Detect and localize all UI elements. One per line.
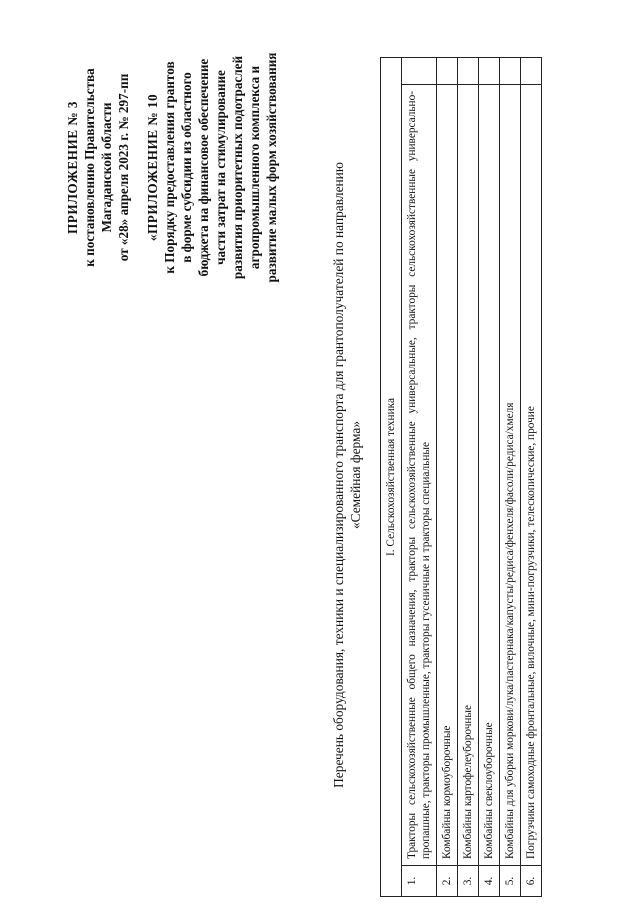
row-extra-cell: [500, 58, 521, 85]
order-line: агропромышленного комплекса и: [247, 65, 262, 270]
order-line: бюджета на финансовое обеспечение: [196, 58, 211, 277]
row-text: Комбайны свеклоуборочные: [479, 85, 500, 866]
order-line: развития приоритетных подотраслей: [230, 55, 245, 280]
appendix-quote-title: «ПРИЛОЖЕНИЕ № 10: [145, 93, 160, 242]
appendix-header: [64, 30, 280, 305]
table-row: [437, 58, 458, 897]
order-line: части затрат на стимулирование: [213, 70, 228, 265]
row-extra-cell: [458, 58, 479, 85]
order-line: к Порядку предоставления грантов: [162, 61, 177, 274]
document-title-line-1: Перечень оборудования, техники и специализированного транспорта для грантополучателей по направлению: [331, 162, 346, 788]
row-text: Погрузчики самоходные фронтальные, вилочные, мини-погрузчики, телескопические, прочие: [521, 85, 542, 866]
table-section-row: [381, 58, 402, 897]
order-line: в форме субсидии из областного: [179, 72, 194, 263]
equipment-table: [380, 57, 542, 897]
row-extra-cell: [521, 58, 542, 85]
table-row: [500, 58, 521, 897]
row-number: 2.: [437, 866, 458, 897]
row-extra-cell: [402, 58, 437, 85]
row-number: 6.: [521, 866, 542, 897]
table-row: [458, 58, 479, 897]
row-text: Комбайны для уборки моркови/лука/пастернака/капусты/редиса/фенхеля/фасоли/редиса/хмеля: [500, 85, 521, 866]
appendix-title: ПРИЛОЖЕНИЕ № 3: [65, 101, 80, 234]
row-text: Комбайны кормоуборочные: [437, 85, 458, 866]
table-row: [479, 58, 500, 897]
row-text: Комбайны картофелеуборочные: [458, 85, 479, 866]
appendix-line-1: к постановлению Правительства: [82, 68, 97, 267]
table-row: [521, 58, 542, 897]
document-title: [330, 115, 364, 835]
row-extra-cell: [479, 58, 500, 85]
table-row: [402, 58, 437, 897]
row-extra-cell: [437, 58, 458, 85]
row-number: 3.: [458, 866, 479, 897]
document-title-line-2: «Семейная ферма»: [348, 420, 363, 530]
row-number: 5.: [500, 866, 521, 897]
row-number: 4.: [479, 866, 500, 897]
row-text: Тракторы сельскохозяйственные общего назначения, тракторы сельскохозяйственные универсальные, тракторы сельскохозяйственные универсально-пропашные, тракторы промышленные, тракторы гусеничные и тракторы специальные: [402, 85, 437, 866]
appendix-line-2: Магаданской области: [99, 102, 114, 233]
row-number: 1.: [402, 866, 437, 897]
appendix-date-number: от «28» апреля 2023 г. № 297-пп: [116, 73, 131, 262]
section-heading: I. Сельскохозяйственная техника: [381, 58, 402, 897]
order-line: развитие малых форм хозяйствования: [264, 52, 279, 283]
